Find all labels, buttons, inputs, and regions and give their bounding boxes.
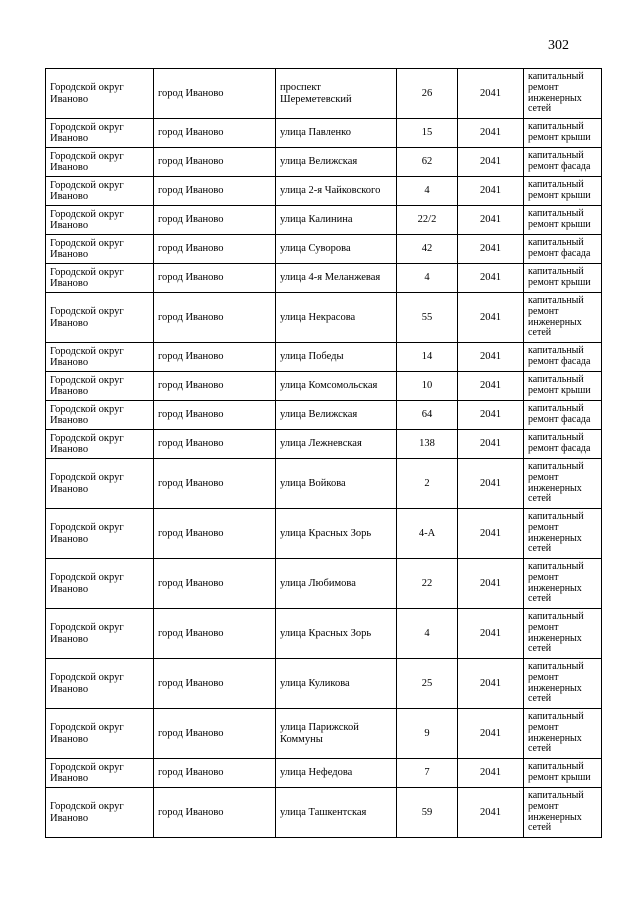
municipality-cell: Городской округ Иваново	[46, 372, 154, 401]
house-number-cell: 64	[397, 401, 458, 430]
work-type-cell: капитальный ремонт инженерных сетей	[524, 559, 602, 609]
street-cell: улица Комсомольская	[276, 372, 397, 401]
municipality-cell: Городской округ Иваново	[46, 293, 154, 343]
city-cell: город Иваново	[154, 759, 276, 788]
street-cell: проспект Шереметевский	[276, 69, 397, 119]
table-row	[46, 206, 602, 235]
city-cell: город Иваново	[154, 430, 276, 459]
municipality-cell: Городской округ Иваново	[46, 235, 154, 264]
year-cell: 2041	[458, 559, 524, 609]
year-cell: 2041	[458, 509, 524, 559]
street-cell: улица Парижской Коммуны	[276, 709, 397, 759]
year-cell: 2041	[458, 69, 524, 119]
work-type-cell: капитальный ремонт инженерных сетей	[524, 609, 602, 659]
city-cell: город Иваново	[154, 177, 276, 206]
work-type-cell: капитальный ремонт инженерных сетей	[524, 459, 602, 509]
city-cell: город Иваново	[154, 509, 276, 559]
house-number-cell: 42	[397, 235, 458, 264]
municipality-cell: Городской округ Иваново	[46, 148, 154, 177]
year-cell: 2041	[458, 148, 524, 177]
city-cell: город Иваново	[154, 119, 276, 148]
city-cell: город Иваново	[154, 293, 276, 343]
house-number-cell: 14	[397, 343, 458, 372]
street-cell: улица Павленко	[276, 119, 397, 148]
city-cell: город Иваново	[154, 264, 276, 293]
street-cell: улица 4-я Меланжевая	[276, 264, 397, 293]
house-number-cell: 25	[397, 659, 458, 709]
city-cell: город Иваново	[154, 401, 276, 430]
table-row	[46, 459, 602, 509]
street-cell: улица 2-я Чайковского	[276, 177, 397, 206]
work-type-cell: капитальный ремонт инженерных сетей	[524, 509, 602, 559]
city-cell: город Иваново	[154, 459, 276, 509]
table-row	[46, 509, 602, 559]
work-type-cell: капитальный ремонт инженерных сетей	[524, 709, 602, 759]
city-cell: город Иваново	[154, 235, 276, 264]
house-number-cell: 59	[397, 788, 458, 838]
work-type-cell: капитальный ремонт фасада	[524, 401, 602, 430]
house-number-cell: 10	[397, 372, 458, 401]
year-cell: 2041	[458, 459, 524, 509]
city-cell: город Иваново	[154, 559, 276, 609]
municipality-cell: Городской округ Иваново	[46, 69, 154, 119]
city-cell: город Иваново	[154, 343, 276, 372]
work-type-cell: капитальный ремонт крыши	[524, 372, 602, 401]
municipality-cell: Городской округ Иваново	[46, 430, 154, 459]
city-cell: город Иваново	[154, 69, 276, 119]
table-row	[46, 148, 602, 177]
street-cell: улица Велижская	[276, 401, 397, 430]
city-cell: город Иваново	[154, 206, 276, 235]
table-row	[46, 235, 602, 264]
table-row	[46, 119, 602, 148]
table-row	[46, 759, 602, 788]
municipality-cell: Городской округ Иваново	[46, 459, 154, 509]
table-row	[46, 264, 602, 293]
house-number-cell: 4	[397, 177, 458, 206]
year-cell: 2041	[458, 293, 524, 343]
municipality-cell: Городской округ Иваново	[46, 759, 154, 788]
municipality-cell: Городской округ Иваново	[46, 264, 154, 293]
table-row	[46, 401, 602, 430]
page-number: 302	[548, 38, 569, 53]
municipality-cell: Городской округ Иваново	[46, 709, 154, 759]
year-cell: 2041	[458, 788, 524, 838]
work-type-cell: капитальный ремонт крыши	[524, 759, 602, 788]
municipality-cell: Городской округ Иваново	[46, 119, 154, 148]
year-cell: 2041	[458, 235, 524, 264]
city-cell: город Иваново	[154, 609, 276, 659]
year-cell: 2041	[458, 177, 524, 206]
street-cell: улица Войкова	[276, 459, 397, 509]
work-type-cell: капитальный ремонт крыши	[524, 206, 602, 235]
street-cell: улица Куликова	[276, 659, 397, 709]
street-cell: улица Красных Зорь	[276, 609, 397, 659]
work-type-cell: капитальный ремонт крыши	[524, 119, 602, 148]
work-type-cell: капитальный ремонт инженерных сетей	[524, 69, 602, 119]
year-cell: 2041	[458, 609, 524, 659]
table-row	[46, 709, 602, 759]
house-number-cell: 62	[397, 148, 458, 177]
municipality-cell: Городской округ Иваново	[46, 401, 154, 430]
table-row	[46, 372, 602, 401]
city-cell: город Иваново	[154, 659, 276, 709]
year-cell: 2041	[458, 372, 524, 401]
municipality-cell: Городской округ Иваново	[46, 509, 154, 559]
table-row	[46, 788, 602, 838]
house-number-cell: 138	[397, 430, 458, 459]
street-cell: улица Суворова	[276, 235, 397, 264]
table-row	[46, 559, 602, 609]
table-row	[46, 69, 602, 119]
municipality-cell: Городской округ Иваново	[46, 559, 154, 609]
house-number-cell: 4	[397, 264, 458, 293]
house-number-cell: 4-А	[397, 509, 458, 559]
year-cell: 2041	[458, 709, 524, 759]
street-cell: улица Калинина	[276, 206, 397, 235]
work-type-cell: капитальный ремонт фасада	[524, 235, 602, 264]
city-cell: город Иваново	[154, 709, 276, 759]
city-cell: город Иваново	[154, 788, 276, 838]
house-number-cell: 15	[397, 119, 458, 148]
work-type-cell: капитальный ремонт инженерных сетей	[524, 293, 602, 343]
year-cell: 2041	[458, 430, 524, 459]
street-cell: улица Некрасова	[276, 293, 397, 343]
table-row	[46, 659, 602, 709]
year-cell: 2041	[458, 206, 524, 235]
work-type-cell: капитальный ремонт фасада	[524, 430, 602, 459]
street-cell: улица Нефедова	[276, 759, 397, 788]
municipality-cell: Городской округ Иваново	[46, 659, 154, 709]
year-cell: 2041	[458, 401, 524, 430]
house-number-cell: 9	[397, 709, 458, 759]
table-row	[46, 609, 602, 659]
year-cell: 2041	[458, 264, 524, 293]
year-cell: 2041	[458, 759, 524, 788]
work-type-cell: капитальный ремонт крыши	[524, 177, 602, 206]
house-number-cell: 55	[397, 293, 458, 343]
house-number-cell: 2	[397, 459, 458, 509]
house-number-cell: 4	[397, 609, 458, 659]
year-cell: 2041	[458, 343, 524, 372]
work-type-cell: капитальный ремонт крыши	[524, 264, 602, 293]
table-row	[46, 430, 602, 459]
house-number-cell: 22/2	[397, 206, 458, 235]
capital-repair-table	[45, 68, 602, 838]
work-type-cell: капитальный ремонт фасада	[524, 343, 602, 372]
municipality-cell: Городской округ Иваново	[46, 788, 154, 838]
street-cell: улица Ташкентская	[276, 788, 397, 838]
municipality-cell: Городской округ Иваново	[46, 206, 154, 235]
municipality-cell: Городской округ Иваново	[46, 177, 154, 206]
municipality-cell: Городской округ Иваново	[46, 609, 154, 659]
street-cell: улица Велижская	[276, 148, 397, 177]
city-cell: город Иваново	[154, 148, 276, 177]
street-cell: улица Красных Зорь	[276, 509, 397, 559]
table-row	[46, 177, 602, 206]
city-cell: город Иваново	[154, 372, 276, 401]
work-type-cell: капитальный ремонт фасада	[524, 148, 602, 177]
street-cell: улица Любимова	[276, 559, 397, 609]
work-type-cell: капитальный ремонт инженерных сетей	[524, 659, 602, 709]
year-cell: 2041	[458, 119, 524, 148]
house-number-cell: 22	[397, 559, 458, 609]
municipality-cell: Городской округ Иваново	[46, 343, 154, 372]
work-type-cell: капитальный ремонт инженерных сетей	[524, 788, 602, 838]
year-cell: 2041	[458, 659, 524, 709]
table-row	[46, 343, 602, 372]
house-number-cell: 7	[397, 759, 458, 788]
house-number-cell: 26	[397, 69, 458, 119]
street-cell: улица Победы	[276, 343, 397, 372]
street-cell: улица Лежневская	[276, 430, 397, 459]
table-row	[46, 293, 602, 343]
